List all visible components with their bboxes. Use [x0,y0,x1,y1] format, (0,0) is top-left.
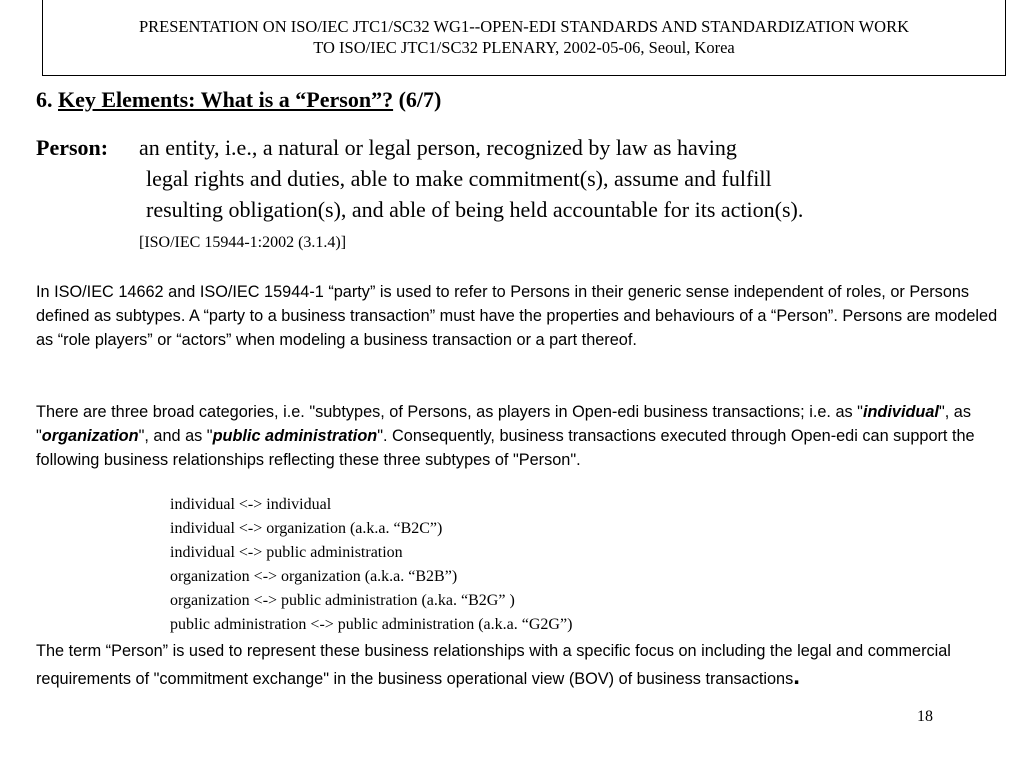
relationship-item: organization <-> organization (a.k.a. “B2B”) [170,568,458,585]
subtypes-text-3: ", and as " [138,427,213,445]
subtypes-text-2: ", as " [36,403,971,445]
subtypes-text-4: ". Consequently, business transactions executed through Open-edi can support the following business relationships reflecting these three subtypes of "Person". [36,427,975,469]
paragraph-person-term [36,638,1008,692]
term-individual: individual [862,403,939,421]
relationship-item: individual <-> individual [170,496,332,513]
term-organization: organization [41,427,139,445]
definition-line-2: legal rights and duties, able to make commitment(s), assume and fulfill [146,166,772,191]
relationship-item: individual <-> public administration [170,544,403,561]
header-line-1: PRESENTATION ON ISO/IEC JTC1/SC32 WG1--OPEN-EDI STANDARDS AND STANDARDIZATION WORK [138,17,909,36]
definition-line-3: resulting obligation(s), and able of being held accountable for its action(s). [146,197,804,222]
header-line-2: TO ISO/IEC JTC1/SC32 PLENARY, 2002-05-06, Seoul, Korea [313,38,735,57]
slide-header [42,0,1006,76]
term-public-administration: public administration [212,427,378,445]
title-underlined: Key Elements: What is a “Person”? [58,87,394,112]
definition-line-1: an entity, i.e., a natural or legal person, recognized by law as having [139,135,737,160]
paragraph-subtypes [36,400,1008,472]
person-term-period: . [793,663,800,690]
relationship-item: individual <-> organization (a.k.a. “B2C”) [170,520,443,537]
definition-reference: [ISO/IEC 15944-1:2002 (3.1.4)] [139,234,347,251]
page-number: 18 [917,708,933,725]
title-number: 6. [36,87,58,112]
paragraph-party: In ISO/IEC 14662 and ISO/IEC 15944-1 “party” is used to refer to Persons in their generic sense independent of roles, or Persons defined as subtypes. A “party to a business transaction” must have the properties and behaviours of a “Person”. Persons are modeled as “role players” or “actors” when modeling a business transaction or a part thereof. [36,283,998,349]
definition-label: Person: [36,135,109,160]
relationship-item: organization <-> public administration (a.ka. “B2G” ) [170,592,515,609]
relationship-item: public administration <-> public administration (a.k.a. “G2G”) [170,616,573,633]
subtypes-text-1: There are three broad categories, i.e. "subtypes, of Persons, as players in Open-edi business transactions; i.e. as " [36,403,863,421]
slide-title [36,87,441,113]
title-suffix: (6/7) [393,87,442,112]
person-term-text: The term “Person” is used to represent these business relationships with a specific focus on including the legal and commercial requirements of "commitment exchange" in the business operational view (BOV) of business transactions [36,642,951,688]
